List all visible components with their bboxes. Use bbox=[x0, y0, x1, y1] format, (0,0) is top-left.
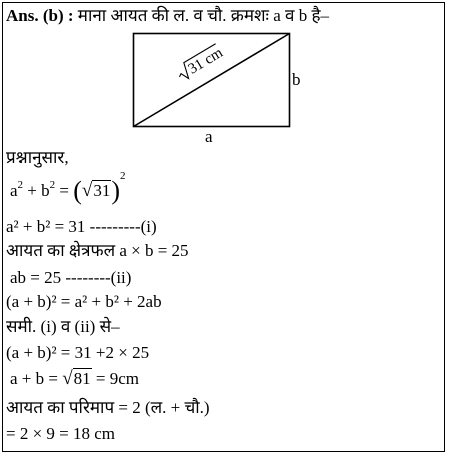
line-perimeter: आयत का परिमाप = 2 (ल. + चौ.) bbox=[6, 398, 210, 417]
equation-ii: ab = 25 --------(ii) bbox=[10, 268, 132, 287]
diagonal-length-text: 31 cm bbox=[185, 44, 226, 78]
equation-sum-result: a + b = √81 = 9cm bbox=[10, 368, 140, 389]
sum-rhs: = 9cm bbox=[95, 369, 140, 388]
side-b-label: b bbox=[292, 70, 301, 89]
eq-plus-b: + b bbox=[27, 181, 50, 200]
line-from-equations: समी. (i) व (ii) से– bbox=[6, 317, 120, 336]
line-perimeter-result: = 2 × 9 = 18 cm bbox=[6, 424, 116, 443]
sum-root-81: 81 bbox=[73, 369, 91, 388]
eq-root-31: 31 bbox=[93, 181, 111, 200]
eq-a: a bbox=[10, 181, 18, 200]
answer-label: Ans. (b) : bbox=[6, 6, 74, 25]
equation-i: a² + b² = 31 ---------(i) bbox=[6, 217, 157, 236]
diagonal-label bbox=[174, 43, 226, 84]
line-according-to-question: प्रश्नानुसार, bbox=[6, 148, 69, 167]
eq-equals: = bbox=[59, 181, 69, 200]
equation-square-sum: (a + b)² = a² + b² + 2ab bbox=[6, 292, 162, 311]
sum-lhs: a + b = bbox=[10, 369, 58, 388]
rectangle-diagram bbox=[0, 0, 452, 150]
answer-intro: माना आयत की ल. व चौ. क्रमशः a व b है– bbox=[77, 6, 330, 25]
side-a-label: a bbox=[205, 127, 213, 146]
line-area: आयत का क्षेत्रफल a × b = 25 bbox=[6, 241, 189, 260]
equation-pythagoras: $a^2 + b^2 = (√31)^2$ bbox=[10, 170, 126, 205]
equation-substitution: (a + b)² = 31 +2 × 25 bbox=[6, 343, 150, 362]
